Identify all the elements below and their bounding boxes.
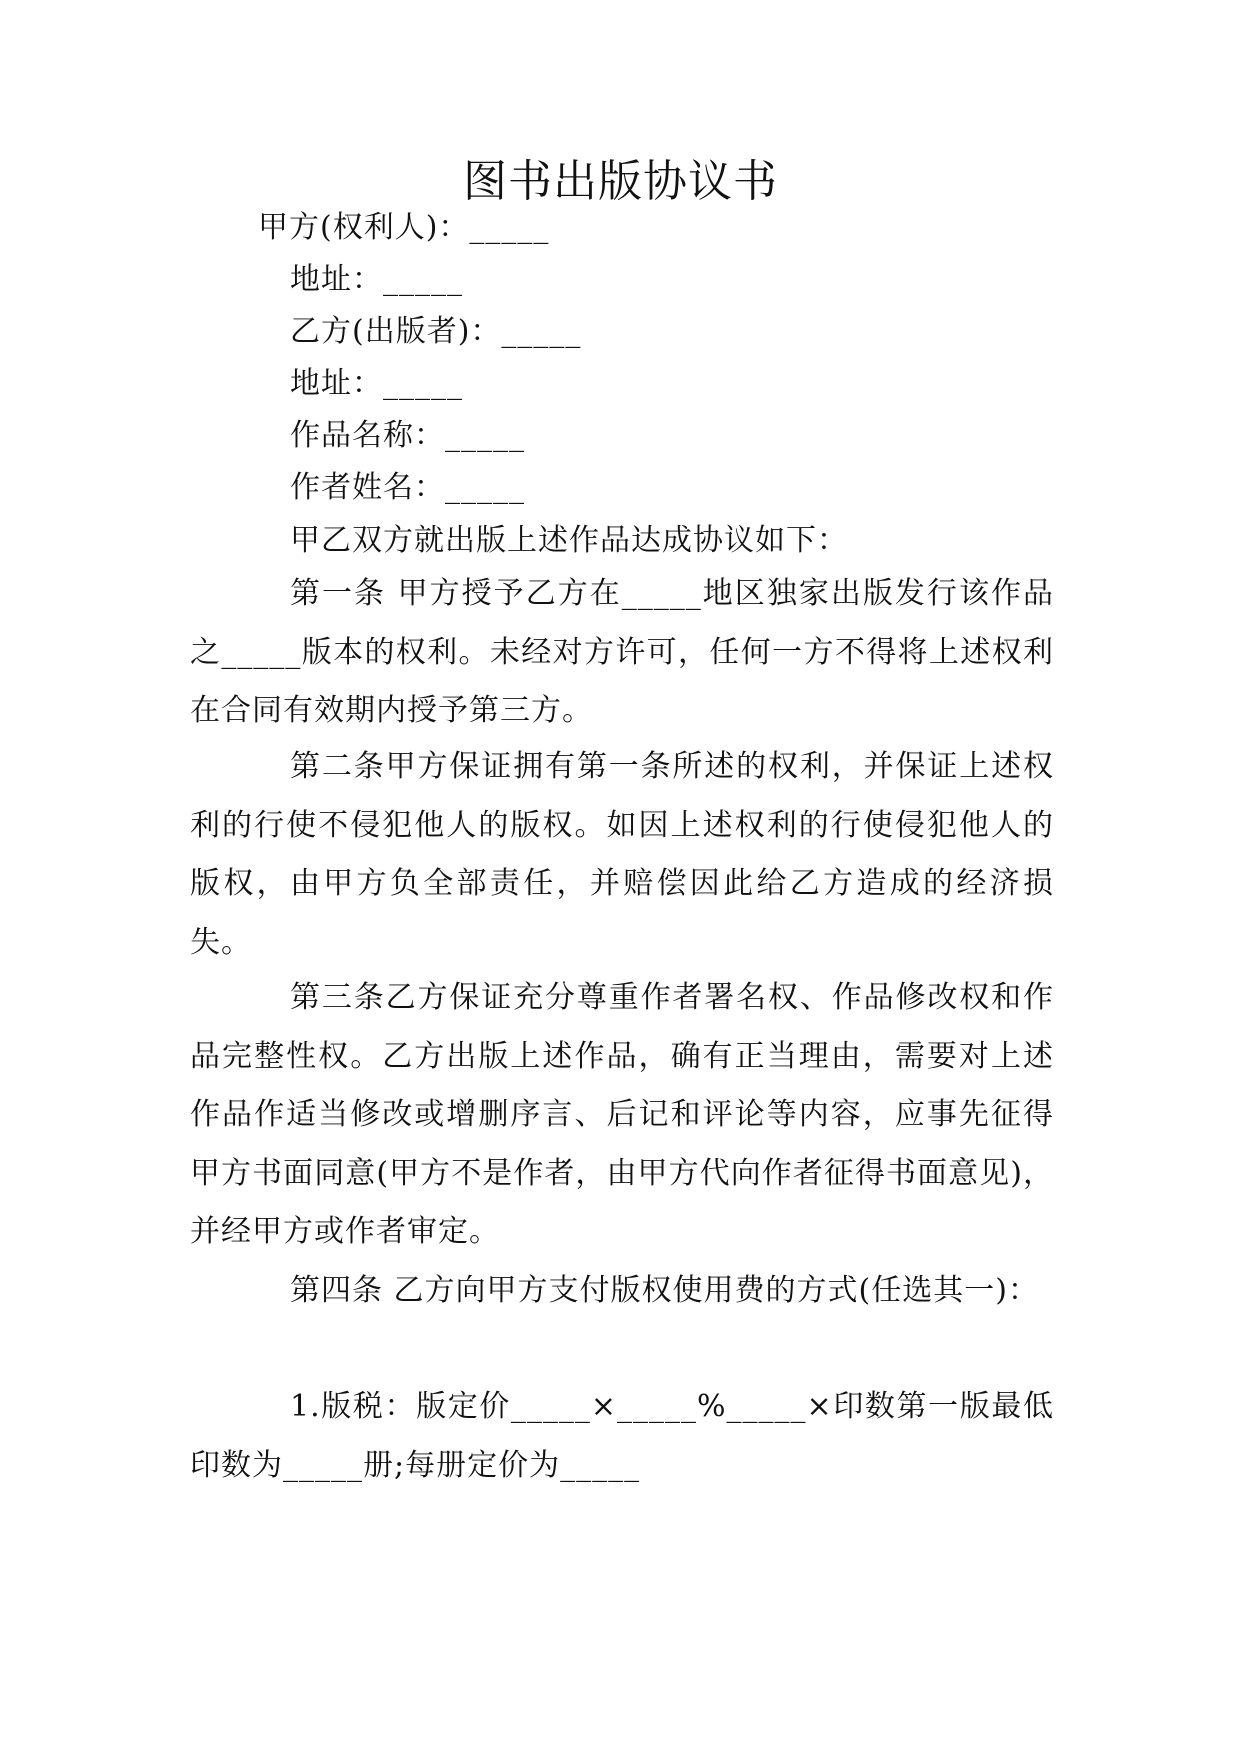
- article-4-item-1: 1.版税：版定价_____×_____%_____×印数第一版最低印数为_____册;每册定价为_____: [190, 1389, 1054, 1483]
- party-a-field: 甲方(权利人)：_____: [258, 210, 550, 245]
- article-1: 第一条 甲方授予乙方在_____地区独家出版发行该作品之_____版本的权利。未经对方许可，任何一方不得将上述权利在合同有效期内授予第三方。: [190, 576, 1054, 728]
- article-4: 第四条 乙方向甲方支付版权使用费的方式(任选其一)：: [290, 1273, 1039, 1308]
- agreement-intro: 甲乙双方就出版上述作品达成协议如下：: [290, 523, 848, 558]
- author-name-field: 作者姓名：_____: [290, 470, 525, 505]
- party-a-address-field: 地址：_____: [290, 262, 463, 297]
- document-title: 图书出版协议书: [463, 156, 778, 207]
- article-3: 第三条乙方保证充分尊重作者署名权、作品修改权和作品完整性权。乙方出版上述作品，确有正当理由，需要对上述作品作适当修改或增删序言、后记和评论等内容，应事先征得甲方书面同意(甲方不是作者，由甲方代向作者征得书面意见)，并经甲方或作者审定。: [190, 980, 1054, 1249]
- party-b-address-field: 地址：_____: [290, 366, 463, 401]
- party-b-field: 乙方(出版者)：_____: [290, 314, 582, 349]
- article-2: 第二条甲方保证拥有第一条所述的权利，并保证上述权利的行使不侵犯他人的版权。如因上述权利的行使侵犯他人的版权，由甲方负全部责任，并赔偿因此给乙方造成的经济损失。: [190, 749, 1054, 960]
- work-title-field: 作品名称：_____: [290, 418, 525, 453]
